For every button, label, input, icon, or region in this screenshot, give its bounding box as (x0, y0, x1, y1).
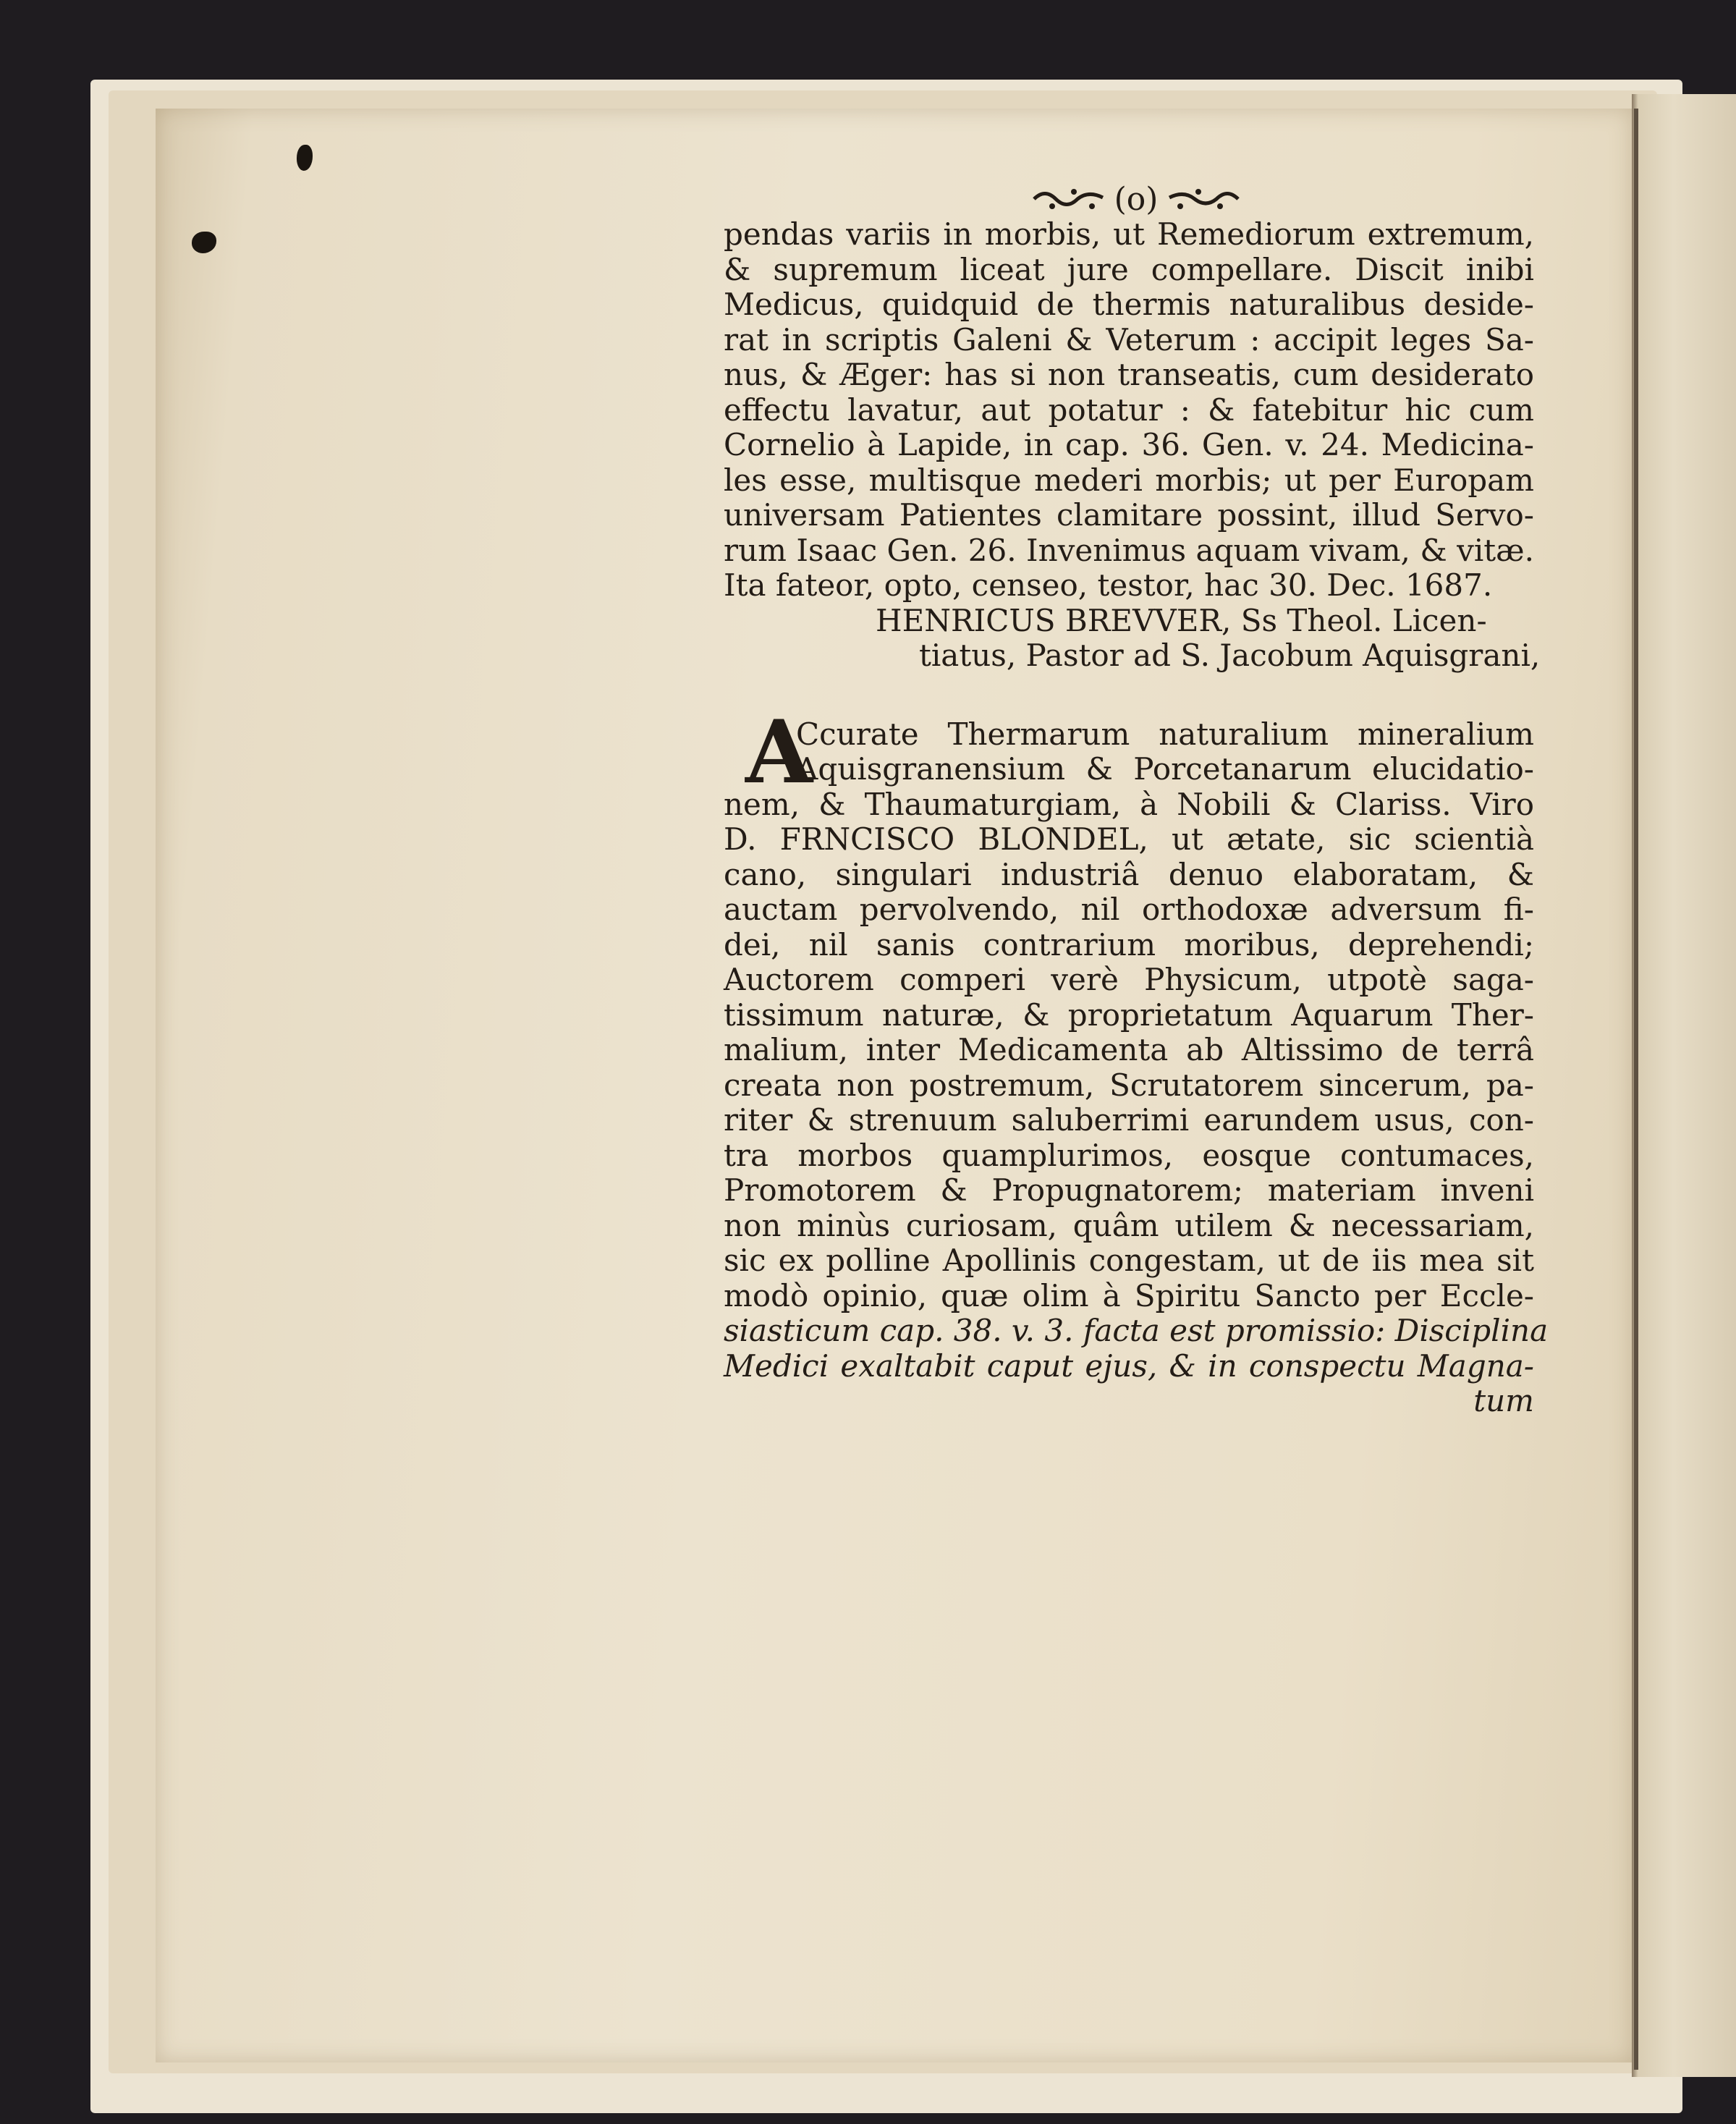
page-number: (o) (1114, 180, 1159, 218)
header-ornament (1028, 177, 1245, 221)
text-line: malium, inter Medicamenta ab Altissimo de terrâ (724, 1032, 1534, 1067)
text-column (724, 216, 1549, 1419)
ornament-right-icon (1162, 185, 1242, 213)
text-line: tissimum naturæ, & proprietatum Aquarum Ther- (724, 997, 1534, 1033)
text-line: rum Isaac Gen. 26. Invenimus aquam vivam, & vitæ. (724, 532, 1534, 568)
ink-spot (192, 232, 216, 253)
text-line: Medicus, quidquid de thermis naturalibus deside- (724, 287, 1534, 322)
text-line: Ita fateor, opto, censeo, testor, hac 30. Dec. 1687. (724, 567, 1493, 603)
text-line: & supremum liceat jure compellare. Discit inibi (724, 251, 1534, 287)
text-line: Auctorem comperi verè Physicum, utpotè saga- (724, 962, 1534, 997)
drop-capital: A (745, 701, 813, 803)
text-line: creata non postremum, Scrutatorem sincerum, pa- (724, 1067, 1534, 1103)
text-line: nem, & Thaumaturgiam, à Nobili & Clariss. Viro (724, 786, 1534, 822)
text-line: Aquisgranensium & Porcetanarum elucidatio- (796, 751, 1534, 787)
text-line: dei, nil sanis contrarium moribus, deprehendi; (724, 926, 1534, 962)
text-line: auctam pervolvendo, nil orthodoxæ adversum fi- (724, 892, 1534, 927)
ink-spot (297, 145, 313, 171)
ornament-left-icon (1030, 185, 1110, 213)
text-line: riter & strenuum saluberrimi earundem usus, con- (724, 1102, 1534, 1138)
text-line: effectu lavatur, aut potatur : & fatebitur hic cum (724, 392, 1534, 428)
text-line: Cornelio à Lapide, in cap. 36. Gen. v. 24. Medicina- (724, 427, 1534, 462)
signature-line: HENRICUS BREVVER, Ss Theol. Licen- (876, 602, 1487, 638)
book-gutter (1634, 109, 1638, 2070)
approbation-brewer (724, 216, 1541, 674)
text-line: sic ex polline Apollinis congestam, ut de iis mea sit (724, 1243, 1534, 1278)
text-line: Medici exaltabit caput ejus, & in conspectu Magna- (724, 1347, 1534, 1384)
facing-page-edge (1632, 94, 1736, 2077)
text-line: siasticum cap. 38. v. 3. facta est promissio: Disciplina (724, 1313, 1549, 1348)
text-line: pendas variis in morbis, ut Remediorum extremum, (724, 216, 1534, 252)
text-line: nus, & Æger: has si non transeatis, cum desiderato (724, 357, 1534, 392)
text-line: universam Patientes clamitare possint, illud Servo- (724, 497, 1534, 533)
text-line: non minùs curiosam, quâm utilem & necessariam, (724, 1207, 1534, 1243)
approbation-second (724, 701, 1549, 1419)
dropcap-block (724, 701, 1534, 803)
catchword: tum (1473, 1383, 1534, 1418)
signature-line: tiatus, Pastor ad S. Jacobum Aquisgrani, (919, 638, 1541, 673)
text-line: rat in scriptis Galeni & Veterum : accipit leges Sa- (724, 321, 1534, 357)
text-line: modò opinio, quæ olim à Spiritu Sancto per Eccle- (724, 1277, 1534, 1313)
text-line: les esse, multisque mederi morbis; ut per Europam (724, 462, 1534, 498)
text-line: cano, singulari industriâ denuo elaboratam, & (724, 856, 1534, 892)
text-line: D. FRNCISCO BLONDEL, ut ætate, sic scientià (724, 821, 1534, 857)
text-line: Promotorem & Propugnatorem; materiam inveni (724, 1172, 1534, 1208)
text-line: tra morbos quamplurimos, eosque contumaces, (724, 1137, 1534, 1173)
text-line: Ccurate Thermarum naturalium mineralium (796, 716, 1534, 752)
